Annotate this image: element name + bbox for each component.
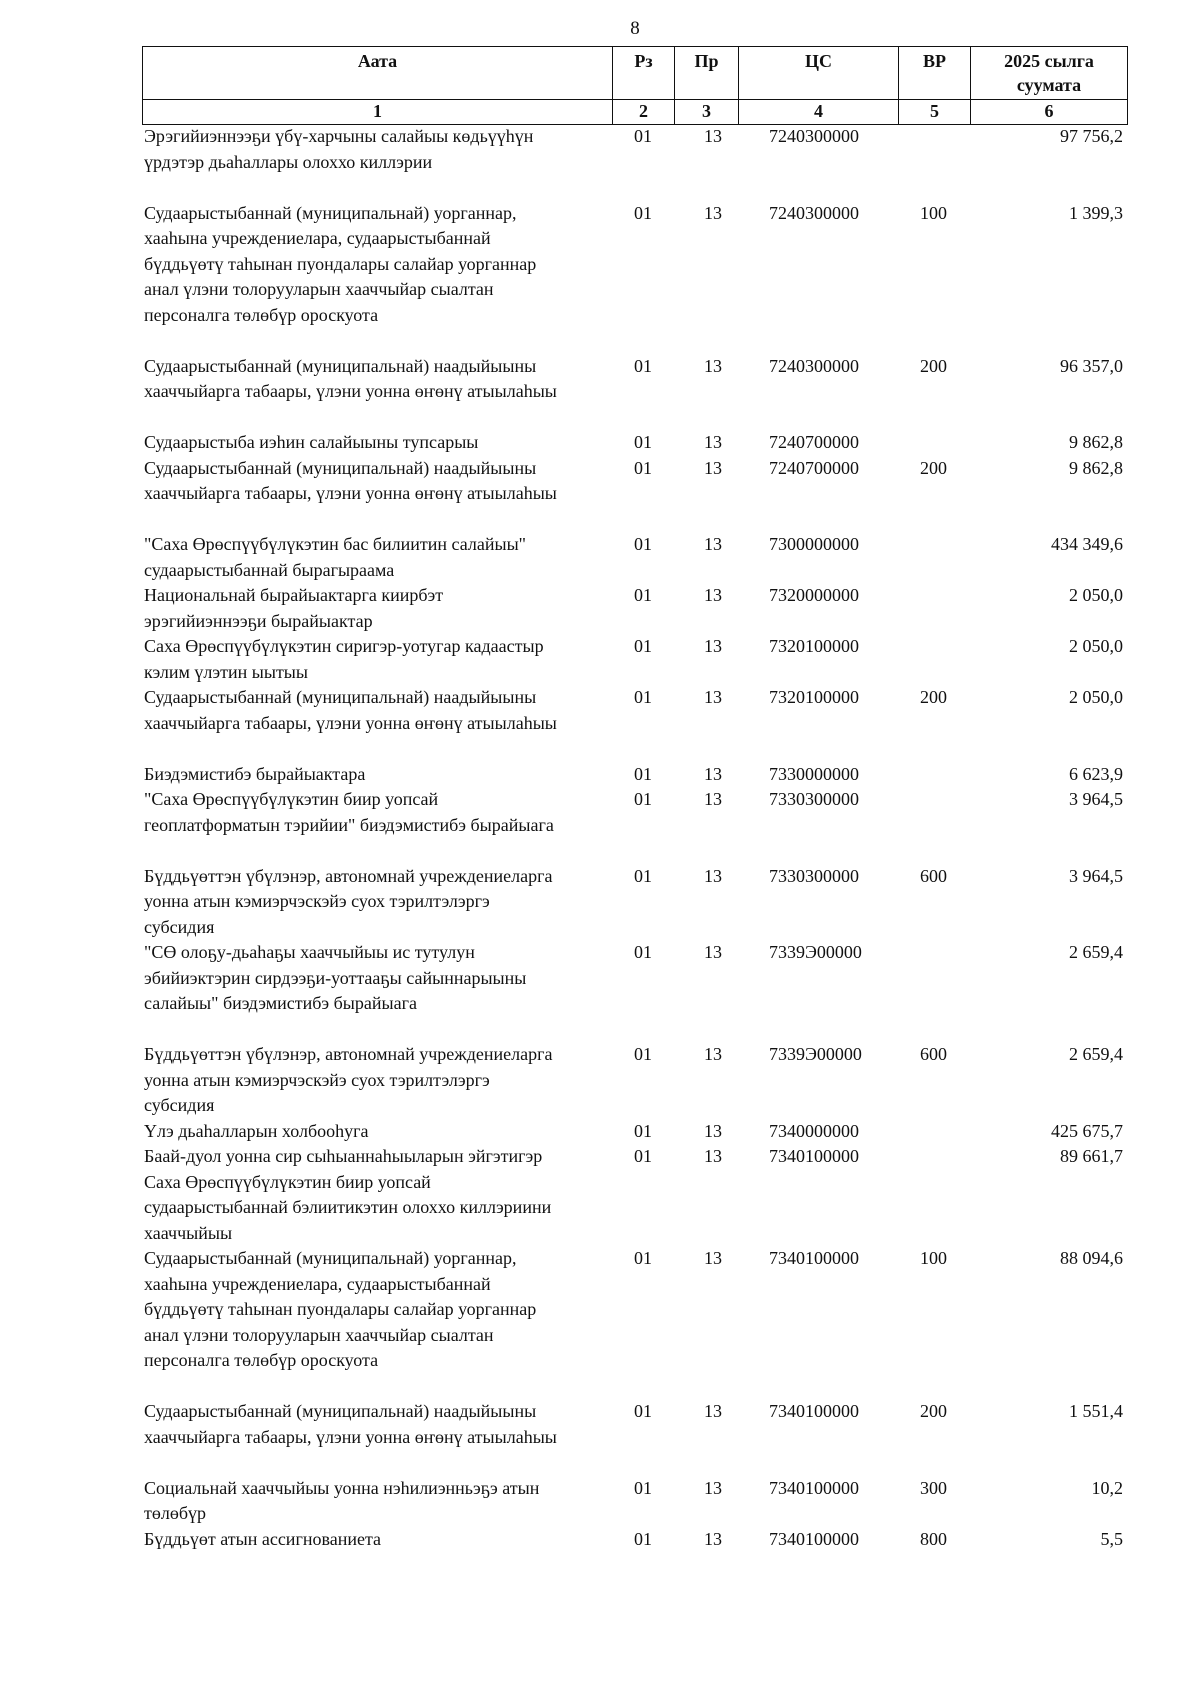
row-rz: 01 [634,1146,652,1166]
row-sum: 1 551,4 [1069,1401,1123,1421]
row-vr [898,583,970,634]
page-number: 8 [630,18,640,39]
table-row [142,456,1127,507]
row-sum: 88 094,6 [1060,1248,1123,1268]
row-vr: 200 [920,355,947,376]
row-cs: 7340100000 [769,1477,859,1498]
row-vr: 600 [920,865,947,886]
row-name-line: анал үлэни толорууларын хааччыйар сыалтан [144,1324,494,1345]
row-sum: 2 050,0 [1069,687,1123,707]
header-num-4: 4 [739,100,899,125]
row-name-line: "Саха Өрөспүүбүлүкэтин бас билиитин салайыы" [144,534,527,554]
row-spacer [142,736,1127,762]
row-pr: 13 [704,457,722,478]
row-sum: 9 862,8 [1069,432,1123,452]
row-name-line: эрэгийиэннээҕи бырайыактар [144,610,373,631]
row-vr [898,1119,970,1145]
row-rz: 01 [634,1120,652,1141]
row-name-line: бүддьүөтү таһынан пуондалары салайар уорганнар [144,253,537,274]
row-name-line: Эрэгийиэннээҕи үбү-харчыны салайыы көдьүүһүн [144,126,534,146]
row-rz: 01 [634,585,652,605]
row-pr: 13 [704,763,722,784]
row-pr: 13 [704,1248,722,1268]
row-spacer [142,175,1127,201]
row-sum: 96 357,0 [1060,355,1123,376]
row-cs: 7340100000 [769,1401,859,1421]
header-sum [971,47,1128,100]
row-name [142,583,612,634]
row-cs: 7330000000 [769,763,859,784]
row-name-line: Социальнай хааччыйыы уонна нэһилиэнньэҕэ атын [144,1477,540,1498]
row-name-line: субсидия [144,916,215,937]
row-name-line: хааччыйарга табаары, үлэни уонна өҥөнү атыылаһыы [144,1426,557,1447]
row-name [142,201,612,329]
row-cs: 7240300000 [769,202,859,223]
row-sum: 3 964,5 [1069,865,1123,886]
row-name-line: "Саха Өрөспүүбүлүкэтин биир уопсай [144,789,439,809]
row-vr [898,124,970,175]
row-sum: 2 050,0 [1069,636,1123,656]
row-pr: 13 [704,355,722,376]
row-sum: 434 349,6 [1051,534,1123,554]
row-pr: 13 [704,126,722,146]
row-cs: 7330300000 [769,789,859,809]
table-row [142,1119,1127,1145]
header-vr: ВР [899,47,971,100]
row-name-line: Бүддьүөт атын ассигнованиета [144,1528,382,1549]
row-rz: 01 [634,1477,652,1498]
row-rz: 01 [634,763,652,784]
row-sum: 1 399,3 [1069,202,1123,223]
row-cs: 7240700000 [769,457,859,478]
header-num-5: 5 [899,100,971,125]
row-name-line: судаарыстыбаннай бырагыраама [144,559,395,580]
row-name-line: үрдэтэр дьаһаллары олоххо киллэрии [144,151,433,172]
row-name-line: Судаарыстыбаннай (муниципальнай) уорганнар, [144,1248,517,1268]
row-name-line: персоналга төлөбүр ороскуота [144,1350,379,1370]
row-rz: 01 [634,202,652,223]
row-spacer [142,838,1127,864]
row-rz: 01 [634,1528,652,1549]
table-row [142,201,1127,329]
row-cs: 7320100000 [769,687,859,707]
row-sum: 425 675,7 [1051,1120,1123,1141]
row-sum: 2 659,4 [1069,942,1123,962]
row-vr: 200 [920,457,947,478]
row-pr: 13 [704,585,722,605]
row-name-line: уонна атын кэмиэрчэскэйэ суох тэрилтэлэргэ [144,891,490,911]
row-cs: 7340100000 [769,1146,859,1166]
row-pr: 13 [704,942,722,962]
row-vr: 600 [920,1044,947,1064]
row-vr: 800 [920,1528,947,1549]
row-rz: 01 [634,355,652,376]
header-cs: ЦС [739,47,899,100]
row-name-line: хааччыйарга табаары, үлэни уонна өҥөнү атыылаһыы [144,381,557,401]
row-name [142,532,612,583]
header-pr: Пр [675,47,739,100]
row-pr: 13 [704,432,722,452]
row-name-line: Судаарыстыбаннай (муниципальнай) уорганнар, [144,202,517,223]
row-name [142,124,612,175]
table-row [142,1476,1127,1527]
row-name [142,1144,612,1246]
row-vr [898,762,970,788]
row-name [142,940,612,1017]
header-sum-line1: 2025 сылга [1004,51,1094,71]
row-name-line: хааччыйарга табаары, үлэни уонна өҥөнү атыылаһыы [144,483,557,503]
table-row [142,1527,1127,1553]
header-num-6: 6 [971,100,1128,125]
table-row [142,1246,1127,1374]
row-name-line: төлөбүр [144,1503,207,1523]
row-name-line: Баай-дуол уонна сир сыһыаннаһыыларын эйгэтигэр [144,1146,543,1166]
row-name-line: Бүддьүөттэн үбүлэнэр, автономнай учреждениеларга [144,865,553,886]
row-rz: 01 [634,534,652,554]
row-vr: 100 [920,202,947,223]
row-name-line: хааһына учреждениелара, судаарыстыбаннай [144,228,491,248]
row-pr: 13 [704,1044,722,1064]
row-spacer [142,1017,1127,1043]
row-name-line: "СӨ олоҕу-дьаһаҕы хааччыйыы ис тутулун [144,942,475,962]
row-name [142,430,612,456]
row-pr: 13 [704,534,722,554]
header-name: Аата [143,47,613,100]
row-pr: 13 [704,202,722,223]
row-pr: 13 [704,789,722,809]
row-name-line: салайыы" биэдэмистибэ бырайыага [144,993,417,1013]
row-name [142,634,612,685]
row-pr: 13 [704,1401,722,1421]
row-pr: 13 [704,1477,722,1498]
row-name-line: Бүддьүөттэн үбүлэнэр, автономнай учреждениеларга [144,1044,553,1064]
table-row [142,940,1127,1017]
row-name [142,354,612,405]
row-name-line: хааччыйыы [144,1222,233,1243]
row-name [142,1119,612,1145]
row-pr: 13 [704,1146,722,1166]
row-rz: 01 [634,1044,652,1064]
header-num-1: 1 [143,100,613,125]
row-cs: 7320000000 [769,585,859,605]
row-name [142,1527,612,1553]
row-sum: 2 050,0 [1069,585,1123,605]
row-spacer [142,1374,1127,1400]
row-vr: 100 [920,1248,947,1268]
row-cs: 7240700000 [769,432,859,452]
row-rz: 01 [634,1248,652,1268]
header-sum-line2: суумата [1016,75,1082,95]
row-name-line: Национальнай бырайыактарга киирбэт [144,585,444,605]
row-sum: 10,2 [1091,1477,1123,1498]
row-name-line: персоналга төлөбүр ороскуота [144,304,379,325]
row-cs: 7330300000 [769,865,859,886]
row-name-line: Саха Өрөспүүбүлүкэтин сиригэр-уотугар кадаастыр [144,636,544,656]
row-vr [898,532,970,583]
row-pr: 13 [704,865,722,886]
row-pr: 13 [704,687,722,707]
row-cs: 7320100000 [769,636,859,656]
table-row [142,354,1127,405]
table-row [142,532,1127,583]
row-name-line: Судаарыстыбаннай (муниципальнай) наадыйыыны [144,355,537,376]
row-name-line: Судаарыстыбаннай (муниципальнай) наадыйыыны [144,457,537,478]
row-cs: 7240300000 [769,126,859,146]
row-name-line: уонна атын кэмиэрчэскэйэ суох тэрилтэлэргэ [144,1069,490,1090]
row-sum: 97 756,2 [1060,126,1123,146]
header-rz: Рз [613,47,675,100]
row-vr [898,1144,970,1246]
table-row [142,864,1127,941]
row-rz: 01 [634,789,652,809]
row-pr: 13 [704,1528,722,1549]
row-rz: 01 [634,1401,652,1421]
row-name [142,1042,612,1119]
row-name-line: Саха Өрөспүүбүлүкэтин биир уопсай [144,1171,431,1192]
row-sum: 5,5 [1100,1528,1123,1549]
row-cs: 7340000000 [769,1120,859,1141]
row-name [142,1399,612,1450]
row-rz: 01 [634,942,652,962]
row-vr [898,787,970,838]
row-name-line: Судаарыстыбаннай (муниципальнай) наадыйыыны [144,1401,537,1421]
row-sum: 6 623,9 [1069,763,1123,784]
row-name-line: бүддьүөтү таһынан пуондалары салайар уорганнар [144,1299,537,1319]
row-cs: 7339Э00000 [769,1044,862,1064]
row-spacer [142,328,1127,354]
row-cs: 7340100000 [769,1248,859,1268]
table-row [142,634,1127,685]
row-name-line: Үлэ дьаһалларын холбооһуга [144,1120,369,1141]
row-name-line: хааһына учреждениелара, судаарыстыбаннай [144,1273,491,1294]
row-name-line: субсидия [144,1095,215,1115]
header-num-3: 3 [675,100,739,125]
row-name-line: Судаарыстыба иэһин салайыыны тупсарыы [144,432,479,452]
row-sum: 2 659,4 [1069,1044,1123,1064]
row-name [142,762,612,788]
row-cs: 7240300000 [769,355,859,376]
table-row [142,685,1127,736]
table-row [142,762,1127,788]
row-rz: 01 [634,126,652,146]
row-rz: 01 [634,636,652,656]
row-sum: 3 964,5 [1069,789,1123,809]
row-pr: 13 [704,636,722,656]
table-row [142,1399,1127,1450]
row-name [142,1246,612,1374]
row-name-line: эбийиэктэрин сирдээҕи-уоттааҕы сайыннарыыны [144,967,527,988]
table-header [142,46,1128,125]
table-row [142,1042,1127,1119]
row-cs: 7300000000 [769,534,859,554]
table-row [142,1144,1127,1246]
row-name-line: судаарыстыбаннай бэлиитикэтин олоххо киллэриини [144,1197,552,1217]
row-name-line: анал үлэни толорууларын хааччыйар сыалтан [144,279,494,299]
row-vr: 200 [920,687,947,707]
row-name-line: кэлим үлэтин ыытыы [144,661,308,682]
row-spacer [142,507,1127,533]
row-name-line: Судаарыстыбаннай (муниципальнай) наадыйыыны [144,687,537,707]
row-name [142,864,612,941]
row-name [142,787,612,838]
row-cs: 7340100000 [769,1528,859,1549]
row-pr: 13 [704,1120,722,1141]
row-name-line: геоплатформатын тэрийии" биэдэмистибэ бырайыага [144,814,554,835]
row-vr [898,634,970,685]
row-vr [898,430,970,456]
row-name [142,685,612,736]
table-row [142,787,1127,838]
row-rz: 01 [634,432,652,452]
row-name [142,456,612,507]
row-spacer [142,1450,1127,1476]
table-row [142,583,1127,634]
row-name-line: Биэдэмистибэ бырайыактара [144,763,366,784]
row-sum: 89 661,7 [1060,1146,1123,1166]
row-name [142,1476,612,1527]
row-spacer [142,405,1127,431]
row-rz: 01 [634,687,652,707]
row-cs: 7339Э00000 [769,942,862,962]
row-rz: 01 [634,865,652,886]
table-row [142,430,1127,456]
header-num-2: 2 [613,100,675,125]
row-name-line: хааччыйарга табаары, үлэни уонна өҥөнү атыылаһыы [144,712,557,733]
table-row [142,124,1127,175]
row-vr: 200 [920,1401,947,1421]
row-vr: 300 [920,1477,947,1498]
table-body [142,124,1127,1552]
row-vr [898,940,970,1017]
row-rz: 01 [634,457,652,478]
row-sum: 9 862,8 [1069,457,1123,478]
